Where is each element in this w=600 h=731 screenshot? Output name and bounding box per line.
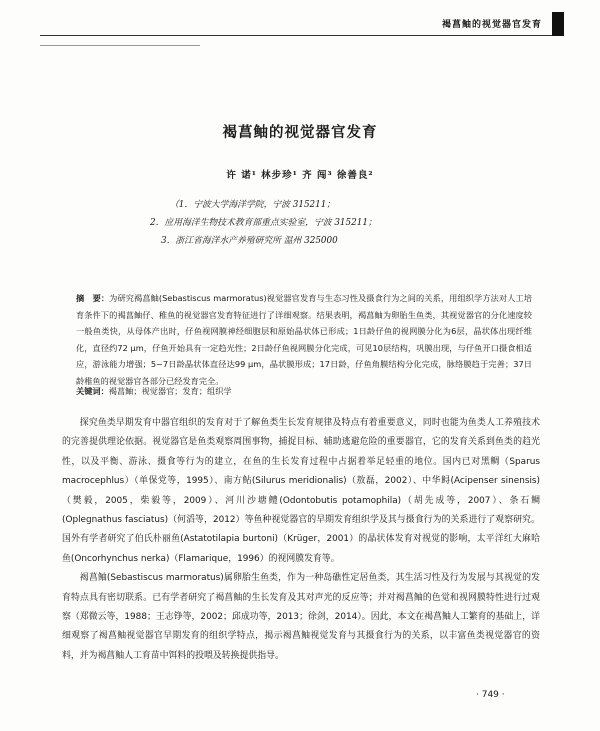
keywords-block [76, 386, 532, 397]
author-list: 许 诺¹ 林步珍¹ 齐 闯³ 徐善良² [226, 170, 374, 181]
body-paragraph-1: 探究鱼类早期发育中器官组织的发育对于了解鱼类生长发育规律及特点有着重要意义，同时也能为鱼类人工养殖技术的完善提供理论依据。视觉器官是鱼类观察周围事物，捕捉目标、辅助逃避危险的重要器官，它的发育关系到鱼类的趋光性，以及平衡、游泳、摄食等行为的建立，在鱼的生长发育过程中占据着举足轻重的地位。国内已对黑鲷（Sparus macrocephlus）（单保党等，1995）、南方鲇(Silurus meridionalis)（敖磊，2002）、中华鲟(Acipenser sinensis)（樊毅，2005，柴毅等，2009）、河川沙塘鳢(Odontobutis potamophila)（胡先成等，2007）、条石鲷(Oplegnathus fasciatus)（何滔等，2012）等鱼种视觉器官的早期发育组织学及其与摄食行为的关系进行了观察研究。国外有学者研究了伯氏朴丽鱼(Astatotilapia burtoni)（Krüger，2001）的晶状体发育对视觉的影响，太平洋红大麻哈鱼(Oncorhynchus nerka)（Flamarique，1996）的视网膜发育等。 [62, 418, 540, 564]
keywords-text: 褐菖鲉；视觉器官；发育；组织学 [108, 386, 232, 396]
affiliation-2: 2．应用海洋生物技术教育部重点实验室，宁波 315211； [150, 218, 377, 228]
running-head-title: 褐菖鲉的视觉器官发育 [441, 20, 542, 30]
running-head-mark [552, 12, 564, 36]
scan-line [40, 45, 200, 46]
abstract-block [76, 290, 532, 390]
article-title: 褐菖鲉的视觉器官发育 [222, 125, 378, 141]
body-text [62, 414, 540, 666]
affiliation-3: 3．浙江省海洋水产养殖研究所 温州 325000 [161, 236, 338, 246]
affiliation-1: （1．宁波大学海洋学院，宁波 315211； [170, 200, 336, 210]
abstract-label: 摘 要： [76, 293, 110, 303]
page-number: · 749 · [476, 690, 505, 700]
abstract-text: 为研究褐菖鲉(Sebastiscus marmoratus)视觉器官发育与生态习性及摄食行为之间的关系，用组织学方法对人工培育条件下的褐菖鲉仔、稚鱼的视觉器官发育特征进行了详细观察。结果表明，褐菖鲉为卵胎生鱼类，其视觉器官的分化速度较一般鱼类快，从母体产出时，仔鱼视网膜神经细胞层和原始晶状体已形成；1日龄仔鱼的视网膜分化为6层，晶状体出现纤维化，直径约72 μm，仔鱼开始具有一定趋光性；2日龄仔鱼视网膜分化完成，可见10层结构，巩膜出现，与仔鱼开口摄食相适应，游泳能力增强；5~7日龄晶状体直径达99 μm，晶状膜形成；17日龄，仔鱼角膜结构分化完成，脉络膜趋于完善；37日龄稚鱼的视觉器官各部分已经发育完全。 [76, 293, 532, 386]
running-head [40, 14, 564, 36]
keywords-label: 关键词： [76, 386, 109, 396]
affiliation-list [150, 196, 480, 250]
body-paragraph-2: 褐菖鲉(Sebastiscus marmoratus)属卵胎生鱼类，作为一种岛礁性定居鱼类，其生活习性及行为发展与其视觉的发育特点具有密切联系。已有学者研究了褐菖鲉的生长发育及其对声光的反应等；并对褐菖鲉的色觉和视网膜特性进行过观察（郑微云等，1988；王志铮等，2002；邱成功等，2013；徐剑，2014）。因此，本文在褐菖鲉人工繁育的基础上，详细观察了褐菖鲉视觉器官早期发育的组织学特点，揭示褐菖鲉视觉发育与其摄食行为的关系，以丰富鱼类视觉器官的资料，并为褐菖鲉人工育苗中饵料的投喂及转换提供指导。 [62, 573, 540, 661]
